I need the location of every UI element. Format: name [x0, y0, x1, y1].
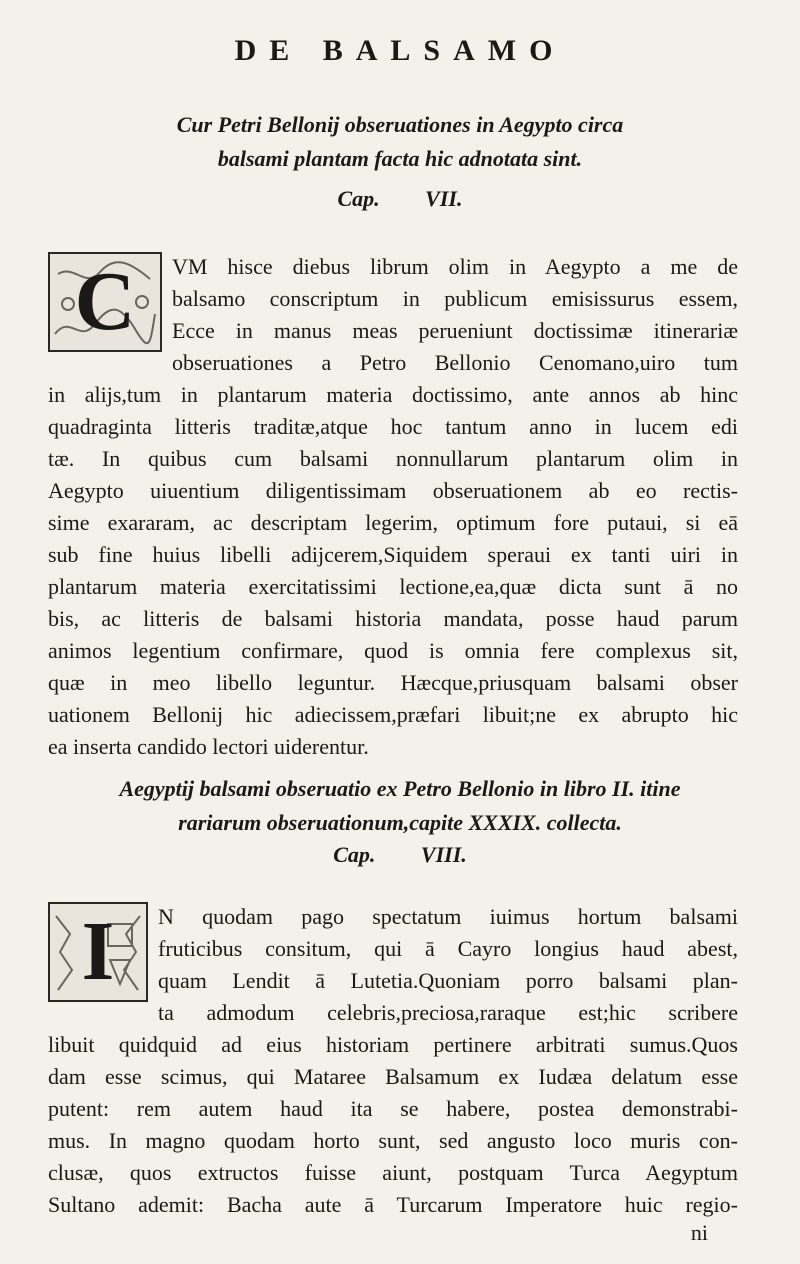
text-line: animos legentium confirmare, quod is omnia fere complexus sit,	[48, 638, 738, 663]
text-line: quæ in meo libello leguntur. Hæcque,priusquam balsami obser	[48, 670, 738, 695]
chapter-8-title-line-1: Aegyptij balsami obseruatio ex Petro Bellonio in libro II. itine	[119, 776, 681, 801]
text-line: bis, ac litteris de balsami historia mandata, posse haud parum	[48, 606, 738, 631]
text-line: quam Lendit ā Lutetia.Quoniam porro balsami plan-	[158, 968, 738, 993]
text-line: tæ. In quibus cum balsami nonnullarum plantarum olim in	[48, 446, 738, 471]
text-line: Aegypto uiuentium diligentissimam obseruationem ab eo rectis-	[48, 478, 738, 503]
text-line: ta admodum celebris,preciosa,raraque est;hic scribere	[158, 1000, 738, 1025]
text-line: balsamo conscriptum in publicum emisissurus essem,	[172, 286, 738, 311]
decorated-initial-c	[48, 252, 162, 352]
initial-letter: I	[81, 905, 115, 998]
text-line: sime exararam, ac descriptam legerim, optimum fore putaui, si eā	[48, 510, 738, 535]
text-line: obseruationes a Petro Bellonio Cenomano,uiro tum	[172, 350, 738, 375]
chapter-7-label: Cap. VII.	[337, 186, 463, 211]
text-line: Sultano ademit: Bacha aute ā Turcarum Imperatore huic regio-	[48, 1192, 738, 1217]
text-line: dam esse scimus, qui Mataree Balsamum ex Iudæa delatum esse	[48, 1064, 738, 1089]
catchword: ni	[690, 1220, 708, 1245]
text-line: mus. In magno quodam horto sunt, sed angusto loco muris con-	[48, 1128, 738, 1153]
text-line: putent: rem autem haud ita se habere, postea demonstrabi-	[48, 1096, 738, 1121]
text-line: plantarum materia exercitatissimi lectione,ea,quæ dicta sunt ā no	[48, 574, 738, 599]
text-line: quadraginta litteris traditæ,atque hoc tantum anno in lucem edi	[48, 414, 738, 439]
text-line: in alijs,tum in plantarum materia doctissimo, ante annos ab hinc	[48, 382, 738, 407]
chapter-8-title-line-2: rariarum obseruationum,capite XXXIX. collecta.	[178, 810, 622, 835]
chapter-8-label: Cap. VIII.	[333, 842, 467, 867]
chapter-7-title-line-1: Cur Petri Bellonij obseruationes in Aegypto circa	[176, 112, 624, 137]
decorated-initial-i	[48, 902, 148, 1002]
text-line: Ecce in manus meas perueniunt doctissimæ itinerariæ	[172, 318, 738, 343]
text-line: clusæ, quos extructos fuisse aiunt, postquam Turca Aegyptum	[48, 1160, 738, 1185]
initial-letter: C	[74, 255, 136, 348]
text-line: fruticibus consitum, qui ā Cayro longius haud abest,	[158, 936, 738, 961]
text-line: ea inserta candido lectori uiderentur.	[48, 734, 369, 759]
text-line: sub fine huius libelli adijcerem,Siquidem speraui ex tanti uiri in	[48, 542, 738, 567]
chapter-7-title-line-2: balsami plantam facta hic adnotata sint.	[217, 146, 583, 171]
text-line: libuit quidquid ad eius historiam pertinere arbitrati sumus.Quos	[48, 1032, 738, 1057]
text-line: uationem Bellonij hic adiecissem,præfari libuit;ne ex abrupto hic	[48, 702, 738, 727]
text-line: N quodam pago spectatum iuimus hortum balsami	[158, 904, 738, 929]
running-head: DE BALSAMO	[234, 34, 566, 67]
text-line: VM hisce diebus librum olim in Aegypto a me de	[172, 254, 738, 279]
